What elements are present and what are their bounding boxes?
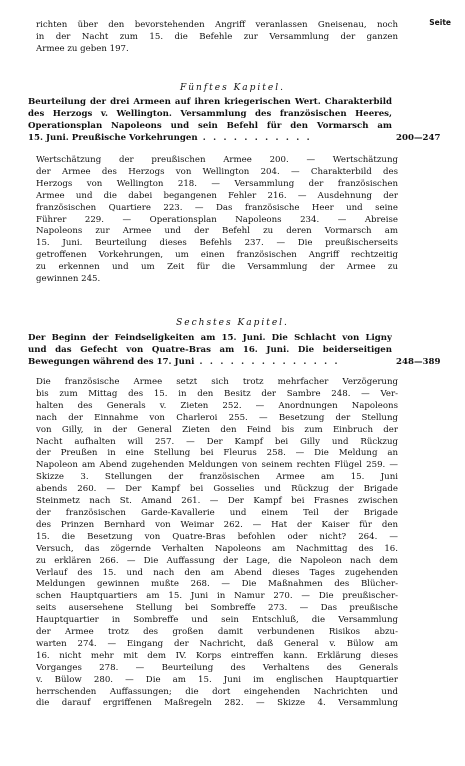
text-line: 16. nicht mehr mit dem IV. Korps eintreffen kann. Erklärung dieses (36, 650, 398, 661)
text-line: Skizze 3. Stellungen der französischen Armee am 15. Juni (36, 472, 398, 483)
chapter-5-page-range: 200—247 (396, 133, 441, 143)
text-line: bis zum Mittag des 15. in den Besitz der Sambre 248. — Ver- (36, 388, 398, 399)
text-line: Armee und die dabei begangenen Fehler 216. — Ausdehnung der (36, 190, 398, 201)
text-line: Verlauf des 15. und nach den am Abend dieses Tages zugehenden (36, 567, 398, 578)
text-line: der Armee trotz des großen damit verbundenen Risikos abzu- (36, 627, 398, 638)
text-line: Nacht aufhalten will 257. — Der Kampf bei Gilly und Rückzug (36, 436, 398, 447)
text-line: Wertschätzung der preußischen Armee 200. — Wertschätzung (36, 155, 398, 165)
text-line: richten über den bevorstehenden Angriff veranlassen Gneisenau, noch (36, 20, 398, 30)
text-line: v. Bülow 280. — Die am 15. Juni im englischen Hauptquartier (36, 674, 398, 685)
text-line: der französischen Garde-Kavallerie und einem Teil der Brigade (36, 507, 398, 518)
text-line: seits ausersehene Stellung bei Sombreffe 273. — Das preußische (36, 603, 398, 614)
chapter-5-body (36, 155, 398, 286)
summary-line: des Herzogs v. Wellington. Versammlung des französischen Heeres, (28, 108, 392, 119)
text-line: Führer 229. — Operationsplan Napoleons 234. — Abreise (36, 214, 398, 225)
summary-line: Der Beginn der Feindseligkeiten am 15. Juni. Die Schlacht von Ligny (28, 333, 392, 343)
chapter-6-page-range: 248—389 (396, 357, 441, 367)
text-line: gewinnen 245. (36, 274, 101, 285)
text-line: Meldungen gewinnen mußte 268. — Die Maßnahmen des Blücher- (36, 579, 398, 590)
text-line: 15. die Besetzung von Quatre-Bras befohlen oder nicht? 264. — (36, 531, 398, 542)
text-line: schen Hauptquartiers am 15. Juni in Namur 270. — Die preußischer- (36, 591, 398, 602)
text-line: Napoleons zur Armee und der Befehl zu deren Vormarsch am (36, 226, 398, 237)
summary-line: Operationsplan Napoleons und sein Befehl für den Vormarsch am (28, 120, 392, 131)
summary-line: Beurteilung der drei Armeen auf ihren kriegerischen Wert. Charakterbild (28, 97, 392, 107)
chapter-6-body (36, 377, 398, 710)
chapter-6-heading: Sechstes Kapitel. (176, 318, 289, 328)
chapter-6-summary (28, 333, 392, 369)
text-line: halten des Generals v. Zieten 252. — Anordnungen Napoleons (36, 400, 398, 411)
summary-line: 15. Juni. Preußische Vorkehrungen . . . . . . . . . . . (28, 132, 312, 143)
leader-dots: . . . . . . . . . . . . . . (194, 356, 340, 367)
text-line: der Armee des Herzogs von Wellington 204. — Charakterbild des (36, 166, 398, 177)
text-line: von Gilly, in der General Zieten den Feind bis zum Einbruch der (36, 424, 398, 435)
text-line: Vorganges 278. — Beurteilung des Verhaltens des Generals (36, 662, 398, 673)
text-line: Napoleon am Abend zugehenden Meldungen von seinem rechten Flügel 259. — (36, 460, 398, 471)
text-line: der Preußen in eine Stellung bei Fleurus 258. — Die Meldung an (36, 448, 398, 459)
text-line: Hauptquartier in Sombreffe und sein Entschluß, die Versammlung (36, 615, 398, 626)
text-line: die darauf ergriffenen Maßregeln 282. — Skizze 4. Versammlung (36, 698, 398, 709)
text-line: Steinmetz nach St. Amand 261. — Der Kampf bei Frasnes zwischen (36, 496, 398, 507)
page-column-label: Seite (429, 18, 451, 27)
text-line: zu erklären 266. — Die Auffassung der Lage, die Napoleon nach dem (36, 555, 398, 566)
chapter-5-summary (28, 97, 392, 145)
text-line: zu erkennen und um Zeit für die Versammlung der Armee zu (36, 262, 398, 273)
text-line: in der Nacht zum 15. die Befehle zur Versammlung der ganzen (36, 31, 398, 42)
text-line: nach der Einnahme von Charleroi 255. — Besetzung der Stellung (36, 412, 398, 423)
summary-line: und das Gefecht von Quatre-Bras am 16. Juni. Die beiderseitigen (28, 344, 392, 355)
text-line: abends 260. — Der Kampf bei Gosselies und Rückzug der Brigade (36, 484, 398, 495)
text-line: des Prinzen Bernhard von Weimar 262. — Hat der Kaiser für den (36, 519, 398, 530)
leader-dots: . . . . . . . . . . . (197, 132, 312, 143)
text-line: warten 274. — Eingang der Nachricht, daß General v. Bülow am (36, 638, 398, 649)
text-line: Herzogs von Wellington 218. — Versammlung der französischen (36, 178, 398, 189)
chapter-5-heading: Fünftes Kapitel. (179, 83, 285, 93)
summary-line: Bewegungen während des 17. Juni . . . . . . . . . . . . . . (28, 356, 340, 367)
text-line: herrschenden Auffassungen; die dort eingehenden Nachrichten und (36, 686, 398, 697)
text-line: Armee zu geben 197. (36, 43, 129, 54)
intro-continuation (36, 20, 398, 56)
text-line: getroffenen Vorkehrungen, um einen französischen Angriff rechtzeitig (36, 250, 398, 261)
text-line: 15. Juni. Beurteilung dieses Befehls 237. — Die preußischerseits (36, 238, 398, 249)
text-line: französischen Quartiere 223. — Das französische Heer und seine (36, 202, 398, 213)
text-line: Die französische Armee setzt sich trotz mehrfacher Verzögerung (36, 377, 398, 387)
text-line: Versuch, das zögernde Verhalten Napoleons am Nachmittag des 16. (36, 543, 398, 554)
